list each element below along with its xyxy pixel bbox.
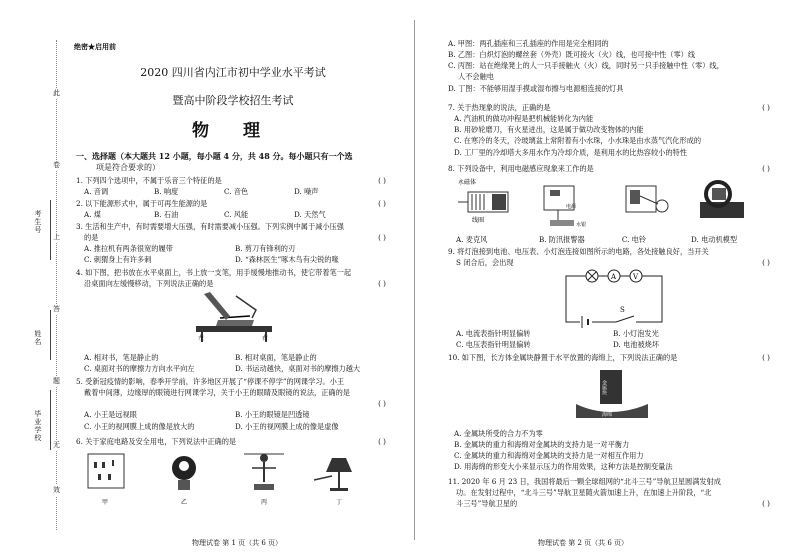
margin-char: 无 — [53, 441, 60, 449]
question-10: 10. 如下图，长方体金属块静置于水平放置的海绵上，下列说法正确的是 ( ) — [448, 353, 770, 362]
school-line — [50, 390, 51, 450]
coil-label: 线圈 — [472, 217, 485, 224]
question-6-options: A. 甲图：两孔插座和三孔插座的作用是完全相同的 B. 乙图：白炽灯泡的螺丝套（外壳）既可接火（火）线，也可接中性（零）线 C. 丙图：站在绝缘凳上的人一只手接触火（火）线，同时另一只手接触中性（零）线， 人不会触电 D. 丁图：不能够用湿手摸或湿布擦与电源相连接的灯具 — [448, 39, 724, 93]
figure-label-jia: 甲 — [102, 499, 109, 506]
question-1: 1. 下列四个选项中，不属于乐音三个特征的是 ( ) A. 音调 B. 响度 C. 音色 D. 噪声 — [76, 176, 386, 197]
power-label: 电源 — [566, 204, 577, 210]
question-6: 6. 关于家庭电路及安全用电，下列说法中正确的是 ( ) — [76, 437, 386, 446]
question-4: 4. 如下图，把书放在水平桌面上，书上放一支笔，用手缓慢地推动书，使它带着笔一起 沿桌面向左缓慢移动，下列说法正确的是 ( ) — [76, 268, 386, 289]
lamp-figure — [314, 458, 352, 491]
secret-mark: 绝密★启用前 — [74, 42, 116, 51]
socket-figure — [88, 454, 124, 488]
motor-model-figure — [700, 182, 744, 218]
margin-char: 答 — [53, 305, 60, 313]
sponge-label: 海绵 — [602, 412, 613, 418]
footer-page-2: 物理试卷 第 2 页（共 6 页） — [538, 539, 629, 547]
figure-label-bing: 丙 — [261, 499, 268, 506]
page-divider — [414, 20, 415, 540]
footer-page-1: 物理试卷 第 1 页（共 6 页） — [192, 539, 283, 547]
left-label: 左 — [198, 335, 205, 342]
question-9: 9. 将灯泡接到电池、电压表、小灯泡连接如图所示的电路，各处接触良好，当开关 S 闭合后，会出现 ( ) — [448, 247, 770, 268]
question-11: 11. 2020 年 6 月 23 日，我国将最后一颗全球组网的“北斗三号”导航卫星圆满发射成 功。在发射过程中，“北斗三号”导航卫星随火箭加速上升，在加速上升阶段，“北 斗三号”导航卫星的 ( ) — [448, 477, 770, 509]
block-on-sponge-figure — [574, 368, 654, 428]
margin-char: 此 — [53, 89, 60, 97]
figure-label-ding: 丁 — [336, 499, 343, 506]
exam-subtitle: 暨高中阶段学校招生考试 — [172, 94, 294, 107]
person-on-stool-figure — [244, 454, 284, 490]
electromagnetic-figures — [458, 176, 758, 232]
question-2: 2. 以下能源形式中，属于可再生能源的是 ( ) A. 煤 B. 石油 C. 风能 D. 天然气 — [76, 199, 386, 220]
switch-label: S — [620, 306, 625, 314]
microphone-figure — [458, 178, 508, 224]
question-8-options: A. 麦克风 B. 防汛报警器 C. 电铃 D. 电动机模型 — [456, 235, 738, 244]
circuit-diagram — [560, 268, 670, 328]
svg-text:A: A — [611, 273, 617, 281]
subject-title: 物 理 — [192, 121, 274, 141]
question-9-options: A. 电流表指针明显偏转 B. 小灯泡发光 C. 电压表指针明显偏转 D. 电池被烧坏 — [456, 329, 660, 350]
svg-text:V: V — [633, 273, 639, 281]
exam-title: 2020 四川省内江市初中学业水平考试 — [140, 66, 326, 79]
question-7: 7. 关于热现象的说法，正确的是 ( ) A. 汽油机的做功冲程是把机械能转化为内能 B. 用砂轮磨刀，有火星迸出，这是属于做功改变物体的内能 C. 在寒冷的冬天，冷玻璃盆上常附着有小水珠，小水珠是由水蒸气汽化形成的 D. 工厂里的冷却塔大多用水作为冷却介质，是利用水的比热容较小的特性 — [448, 103, 770, 157]
section-heading: 一、选择题（本大题共 12 小题，每小题 4 分，共 48 分。每小题只有一个选 项是符合要求的） — [76, 151, 353, 173]
flood-alarm-figure — [544, 186, 586, 228]
bulb-figure — [172, 456, 196, 490]
metal-block-label: 金属块 — [601, 380, 607, 395]
permanent-magnet-label: 永磁体 — [458, 179, 477, 186]
name-label: 姓名 — [33, 330, 42, 346]
figure-label-yi: 乙 — [181, 499, 188, 506]
mercury-label: 水银 — [576, 222, 587, 228]
book-pen-figure — [196, 290, 272, 342]
school-label: 毕业学校 — [33, 410, 42, 442]
candidate-number-label: 考生号 — [33, 210, 42, 234]
name-line — [50, 310, 51, 360]
question-3: 3. 生活和生产中，有时需要增大压强，有时需要减小压强。下列实例中属于减小压强 的是 ( ) A. 推拉机有两条很宽的履带 B. 剪刀有锋利的刃 C. 刺猬身上有许多刺 D. “森林医生”啄木鸟有尖锐的喙 — [76, 222, 386, 265]
margin-char: 上 — [53, 233, 60, 241]
electric-bell-figure — [626, 186, 668, 212]
question-4-options: A. 相对书，笔是静止的 B. 相对桌面，笔是静止的 C. 桌面对书的摩擦力方向水平向左 D. 书运动越快，桌面对书的摩擦力越大 — [84, 353, 361, 374]
margin-char: 效 — [53, 486, 60, 494]
household-circuit-figures — [84, 450, 384, 510]
question-10-options: A. 金属块所受的合力不为零 B. 金属块的重力和海绵对金属块的支持力是一对平衡力 C. 金属块的重力和海绵对金属块的支持力是一对相互作用力 D. 用海绵的形变大小来显示压力的作用效果，这种方法是控制变量法 — [454, 429, 673, 472]
question-8: 8. 下列设备中，利用电磁感应现象来工作的是 ( ) — [448, 164, 770, 173]
dotted-cut-line — [56, 40, 57, 530]
right-label: 右 — [262, 335, 269, 342]
binding-margin — [22, 60, 52, 530]
margin-char: 卷 — [53, 161, 60, 169]
question-5: 5. 受新冠疫情的影响，春季开学前，许多地区开展了“停课不停学”的网课学习。小王 戴着中间薄，边缘厚的眼镜进行网课学习，关于小王的眼睛及眼镜的说法，正确的是 ( ) A. 小王是远视眼 B. 小王的眼镜是凹透镜 C. 小王的视网膜上成的像是放大的 D. 小王的视网膜上成的像是虚像 — [76, 377, 386, 431]
candidate-number-line — [50, 200, 51, 260]
margin-char: 题 — [53, 377, 60, 385]
